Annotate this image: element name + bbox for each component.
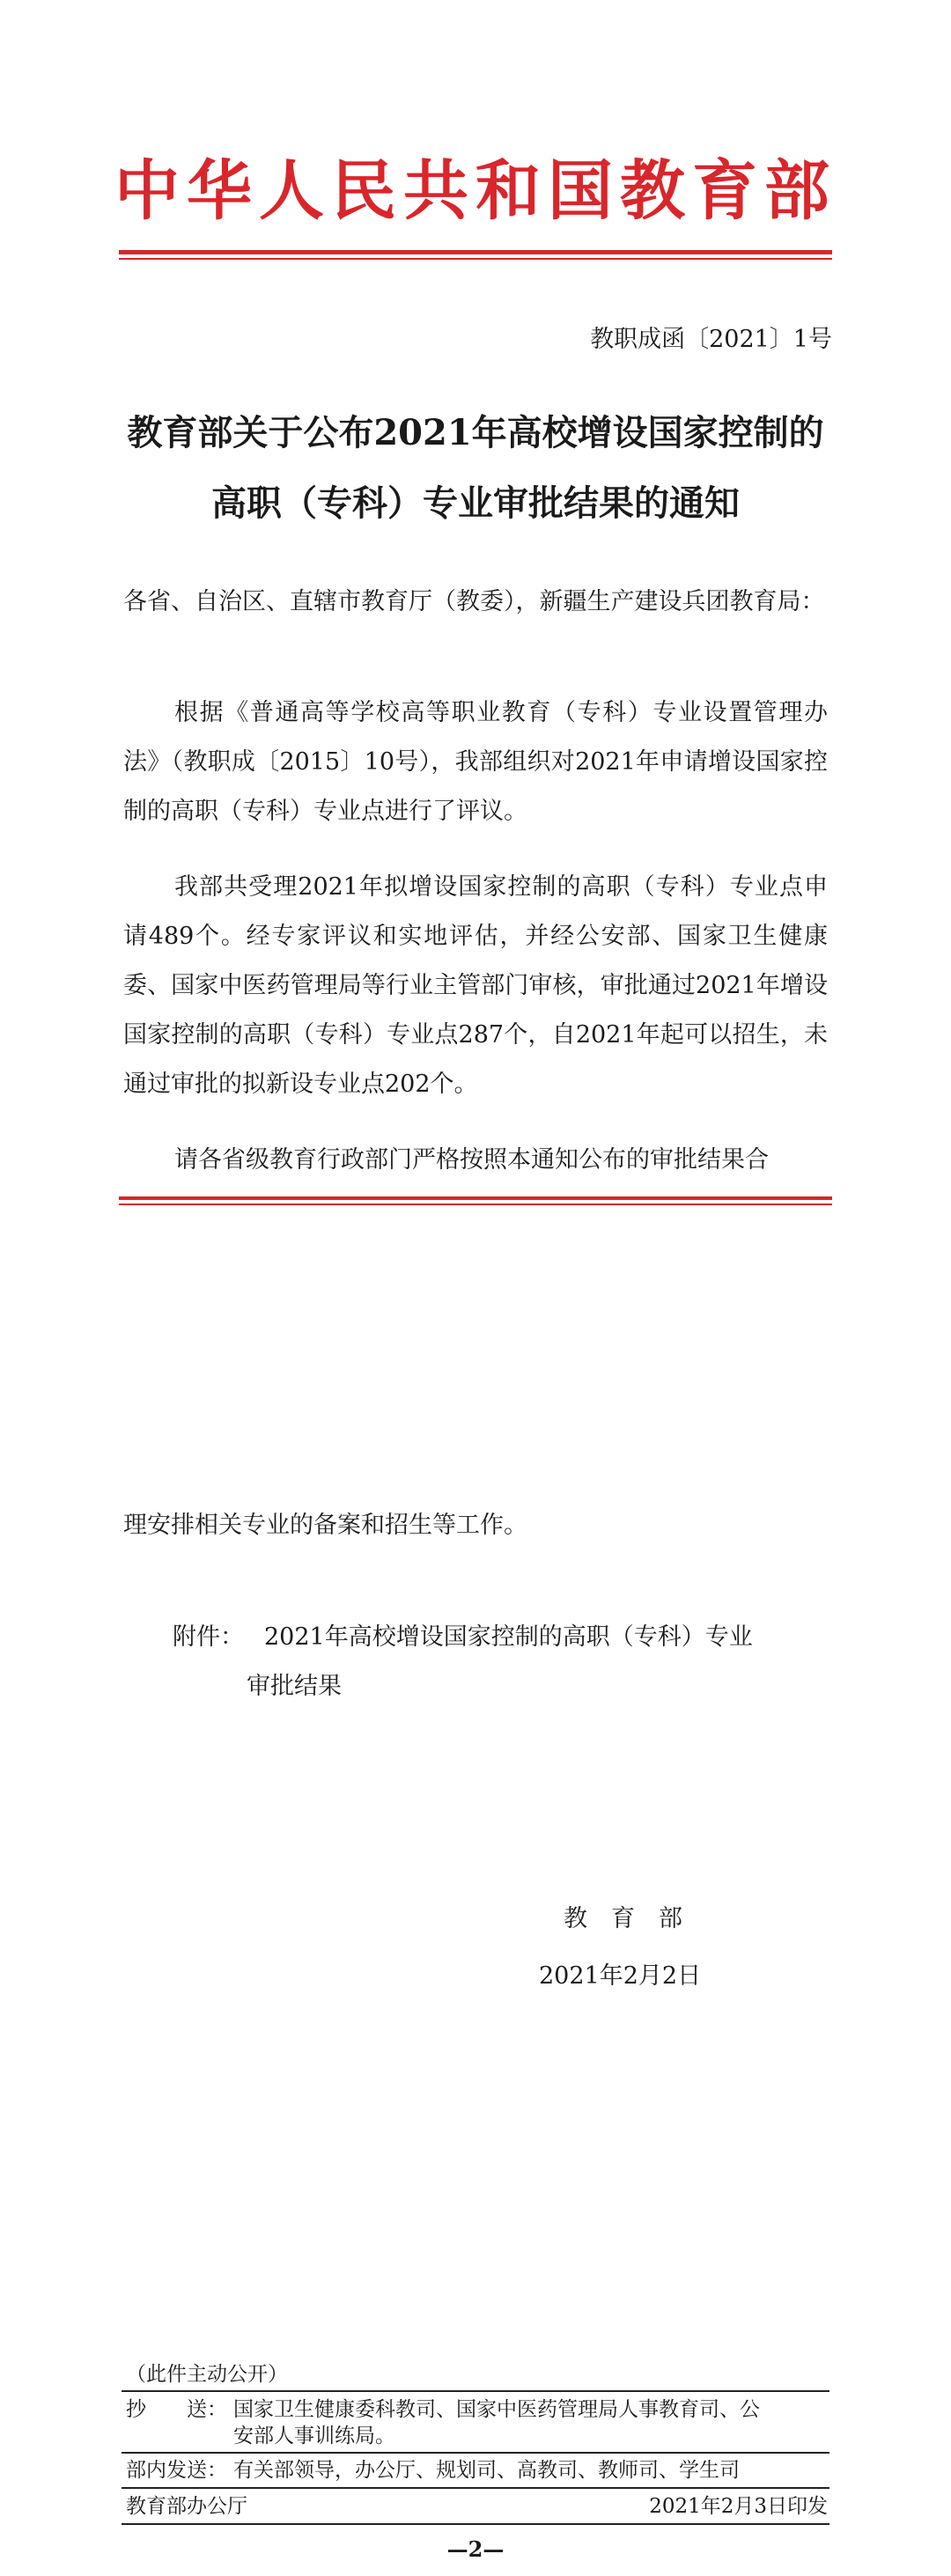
attachment-line-2: 审批结果 xyxy=(247,1673,342,1700)
issuing-office: 教育部办公厅 xyxy=(126,2495,247,2518)
org-title: 中华人民共和国教育部 xyxy=(114,153,837,229)
body-paragraph-3-end: 理安排相关专业的备案和招生等工作。 xyxy=(123,1512,527,1539)
cc-divider-4 xyxy=(122,2523,829,2525)
cc-divider-3 xyxy=(122,2487,829,2489)
body-paragraph-2: 我部共受理2021年拟增设国家控制的高职（专科）专业点申请489个。经专家评议和实地评估，并经公安部、国家卫生健康委、国家中医药管理局等行业主管部门审核，审批通过2021年增设国家控制的高职（专科）专业点287个，自2021年起可以招生，未通过审批的拟新设专业点202个。 xyxy=(123,873,828,1098)
red-divider-bottom-thin xyxy=(119,1203,832,1205)
print-date: 2021年2月3日印发 xyxy=(649,2495,828,2518)
internal-distribution-text: 有关部领导，办公厅、规划司、高教司、教师司、学生司 xyxy=(233,2459,740,2482)
body-paragraph-3-start: 请各省级教育行政部门严格按照本通知公布的审批结果合 xyxy=(174,1146,769,1174)
cc-divider-1 xyxy=(122,2390,829,2392)
document-title-line-1: 教育部关于公布2021年高校增设国家控制的 xyxy=(127,412,824,453)
document-number: 教职成函〔2021〕1号 xyxy=(590,326,832,353)
cc-line-1: 国家卫生健康委科教司、国家中医药管理局人事教育司、公 xyxy=(233,2398,760,2421)
issue-date: 2021年2月2日 xyxy=(539,1962,702,1990)
cc-label: 抄 送： xyxy=(126,2398,227,2421)
red-divider-top-thick xyxy=(119,250,832,254)
issuer-signature: 教 育 部 xyxy=(564,1905,682,1932)
cc-line-2: 安部人事训练局。 xyxy=(233,2425,395,2447)
red-divider-bottom-thick xyxy=(119,1196,832,1200)
salutation: 各省、自治区、直辖市教育厅（教委），新疆生产建设兵团教育局： xyxy=(123,588,825,615)
body-paragraph-1: 根据《普通高等学校高等职业教育（专科）专业设置管理办法》（教职成〔2015〕10号），我部组织对2021年申请增设国家控制的高职（专科）专业点进行了评议。 xyxy=(123,699,828,825)
red-divider-top-thin xyxy=(119,258,832,260)
document-title-line-2: 高职（专科）专业审批结果的通知 xyxy=(211,482,740,524)
disclosure-note: （此件主动公开） xyxy=(126,2363,288,2386)
internal-distribution-label: 部内发送： xyxy=(126,2459,227,2482)
cc-divider-2 xyxy=(122,2452,829,2454)
attachment-label: 附件： xyxy=(173,1623,244,1651)
attachment-line-1: 2021年高校增设国家控制的高职（专科）专业 xyxy=(264,1623,753,1651)
page-number: —2— xyxy=(446,2536,505,2562)
